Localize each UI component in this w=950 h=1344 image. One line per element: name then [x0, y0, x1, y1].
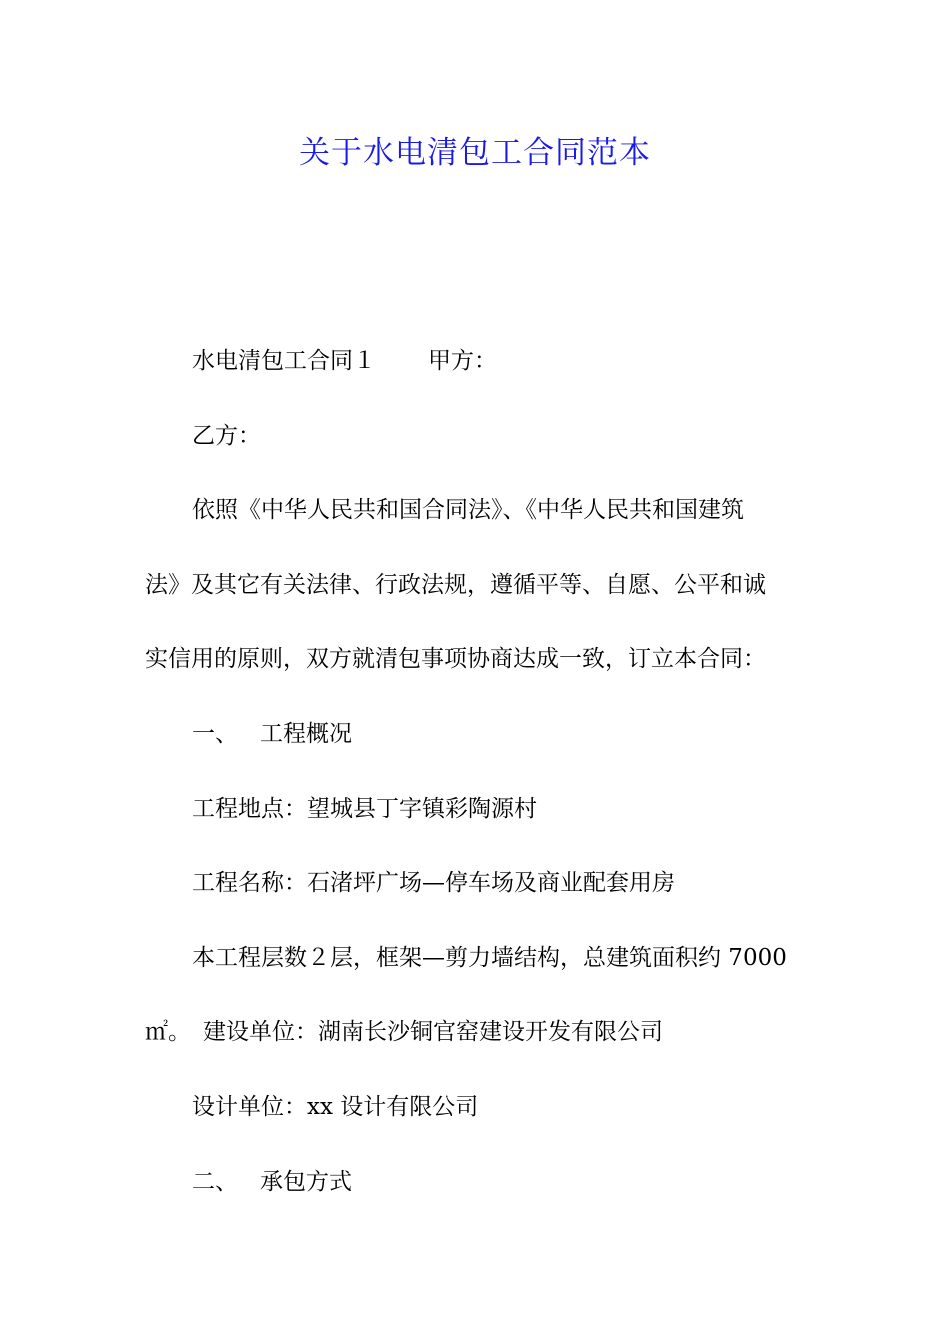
contract-heading-line	[145, 334, 810, 409]
party-b-line	[145, 409, 810, 484]
contract-heading: 水电清包工合同１	[192, 348, 376, 374]
document-body	[145, 334, 810, 1229]
builder-line	[145, 1005, 810, 1080]
section-title: 工程概况	[260, 720, 352, 747]
section-heading	[145, 1155, 810, 1230]
project-floors: 本工程层数２层，框架—剪力墙结构，总建筑面积约 7000	[192, 944, 787, 971]
area-unit: ㎡。	[145, 1019, 191, 1046]
section-heading	[145, 707, 810, 782]
document-title: 关于水电清包工合同范本	[299, 135, 651, 171]
paragraph-line: 依照《中华人民共和国合同法》、《中华人民共和国建筑	[192, 497, 744, 524]
project-name: 工程名称：石渚坪广场—停车场及商业配套用房	[192, 870, 675, 897]
section-number: 二、	[192, 1168, 238, 1195]
section-number: 一、	[192, 720, 238, 747]
designer-unit: 设计单位：xx 设计有限公司	[192, 1093, 479, 1120]
section-title: 承包方式	[260, 1168, 352, 1195]
party-a-label: 甲方：	[428, 348, 497, 374]
party-b-label: 乙方：	[192, 422, 261, 449]
project-location: 工程地点：望城县丁字镇彩陶源村	[192, 795, 537, 822]
paragraph-line: 实信用的原则，双方就清包事项协商达成一致，订立本合同：	[145, 646, 766, 673]
paragraph-line: 法》及其它有关法律、行政法规，遵循平等、自愿、公平和诚	[145, 571, 766, 598]
builder-unit: 建设单位：湖南长沙铜官窑建设开发有限公司	[203, 1019, 663, 1046]
